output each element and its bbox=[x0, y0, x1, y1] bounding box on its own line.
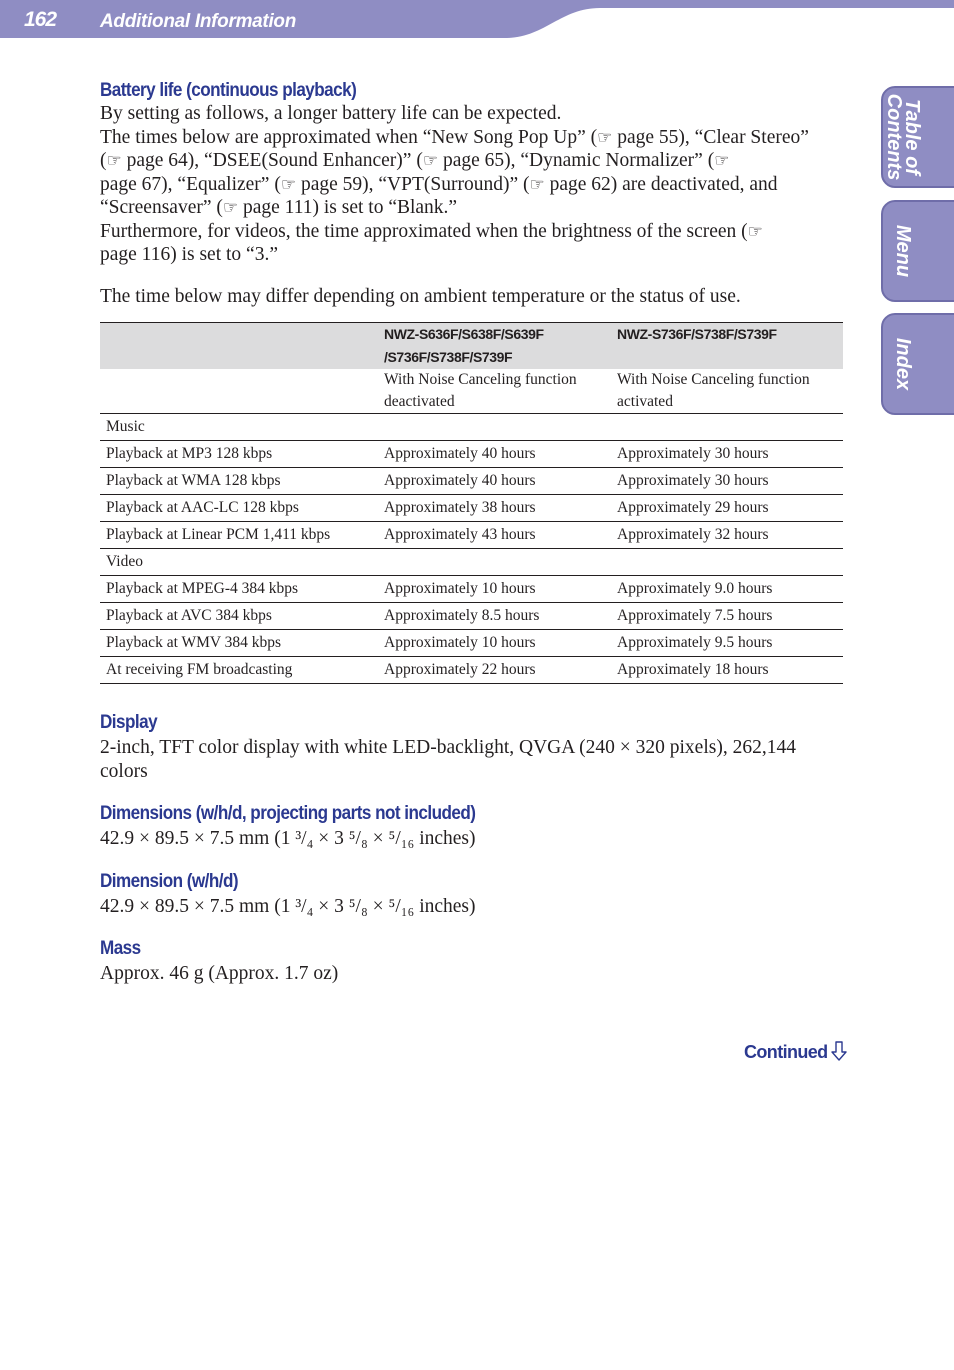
table-row bbox=[100, 468, 843, 495]
hand-pointer-icon: ☞ bbox=[222, 198, 239, 217]
mass-heading: Mass bbox=[100, 938, 141, 959]
display-text: 2-inch, TFT color display with white LED-backlight, QVGA (240 × 320 pixels), 262,144 colors bbox=[100, 737, 796, 782]
table-cell-item: Playback at AAC-LC 128 kbps bbox=[100, 495, 378, 522]
hand-pointer-icon: ☞ bbox=[597, 127, 613, 147]
table-cell-item: Playback at WMA 128 kbps bbox=[100, 468, 378, 495]
page-number: 162 bbox=[24, 8, 57, 31]
table-subheader-row: With Noise Canceling function deactivated With Noise Canceling function activated bbox=[100, 369, 843, 414]
hand-pointer-icon: ☞ bbox=[280, 174, 297, 194]
table-cell-item: Playback at MPEG-4 384 kbps bbox=[100, 576, 378, 603]
video-rows bbox=[100, 576, 843, 684]
battery-table bbox=[100, 322, 843, 684]
table-row bbox=[100, 495, 843, 522]
col2-header-line2: /S736F/S738F/S739F bbox=[384, 349, 513, 365]
battery-paragraph: The times below are approximated when “New Song Pop Up” (☞ page 55), “Clear Stereo” (☞ page 64), “DSEE(Sound Enhancer)” (☞ page 65), “Dynamic Normalizer” (☞ page 67), “Equalizer” (☞ page 59), “VPT(Surround)” (☞ page 62) are deactivated, and “Screensaver” (☞ page 111) is set to “Blank.” Furthermore, for videos, the time approximated when the brightness of the screen (☞ page 116) is set to “3.” bbox=[100, 126, 809, 265]
dimensions-section bbox=[100, 803, 842, 851]
dimensions-text: 42.9 × 89.5 × 7.5 mm (1 ³/₄ × 3 ⁵/₈ × ⁵/₁₆ inches) bbox=[100, 828, 476, 849]
table-cell-item: Playback at AVC 384 kbps bbox=[100, 603, 378, 630]
tab-menu[interactable] bbox=[881, 200, 954, 302]
table-cell-off: Approximately 8.5 hours bbox=[378, 603, 611, 630]
table-cell-off: Approximately 22 hours bbox=[378, 657, 611, 684]
continued-label: Continued bbox=[744, 1042, 828, 1062]
table-header-row bbox=[100, 323, 843, 370]
table-cell-off: Approximately 38 hours bbox=[378, 495, 611, 522]
battery-heading: Battery life (continuous playback) bbox=[100, 80, 357, 101]
table-group-video: Video bbox=[100, 549, 843, 576]
tab-table-of-contents[interactable] bbox=[881, 86, 954, 188]
hand-pointer-icon: ☞ bbox=[106, 151, 122, 170]
tab-index[interactable] bbox=[881, 313, 954, 415]
display-heading: Display bbox=[100, 712, 158, 733]
hand-pointer-icon: ☞ bbox=[422, 151, 439, 170]
table-cell-item: At receiving FM broadcasting bbox=[100, 657, 378, 684]
table-row bbox=[100, 630, 843, 657]
table-cell-off: Approximately 43 hours bbox=[378, 522, 611, 549]
table-cell-on: Approximately 18 hours bbox=[611, 657, 843, 684]
table-cell-on: Approximately 29 hours bbox=[611, 495, 843, 522]
page-header bbox=[0, 0, 954, 40]
mass-section bbox=[100, 938, 842, 986]
col2-header-line1: NWZ-S636F/S638F/S639F bbox=[384, 326, 544, 342]
dimension-heading: Dimension (w/h/d) bbox=[100, 870, 239, 892]
table-cell-on: Approximately 30 hours bbox=[611, 468, 843, 495]
dimension-text: 42.9 × 89.5 × 7.5 mm (1 ³/₄ × 3 ⁵/₈ × ⁵/₁₆ inches) bbox=[100, 895, 476, 917]
table-cell-off: Approximately 40 hours bbox=[378, 468, 611, 495]
mass-text: Approx. 46 g (Approx. 1.7 oz) bbox=[100, 963, 339, 984]
table-row bbox=[100, 576, 843, 603]
battery-intro: By setting as follows, a longer battery life can be expected. bbox=[100, 103, 562, 124]
main-content bbox=[100, 80, 842, 986]
table-cell-off: Approximately 10 hours bbox=[378, 576, 611, 603]
hand-pointer-icon: ☞ bbox=[747, 221, 763, 241]
table-cell-on: Approximately 9.5 hours bbox=[611, 630, 843, 657]
header-section-title: Additional Information bbox=[100, 11, 297, 32]
table-row bbox=[100, 657, 843, 684]
hand-pointer-icon: ☞ bbox=[714, 151, 730, 170]
table-cell-item: Playback at WMV 384 kbps bbox=[100, 630, 378, 657]
table-group-music: Music bbox=[100, 414, 843, 441]
tab-table-of-contents-label: Table of Contents bbox=[883, 93, 923, 181]
col3-header: NWZ-S736F/S738F/S739F bbox=[617, 326, 777, 342]
table-cell-item: Playback at MP3 128 kbps bbox=[100, 441, 378, 468]
display-section bbox=[100, 712, 842, 783]
dimensions-heading: Dimensions (w/h/d, projecting parts not included) bbox=[100, 803, 476, 824]
table-cell-on: Approximately 32 hours bbox=[611, 522, 843, 549]
table-row bbox=[100, 522, 843, 549]
table-row bbox=[100, 441, 843, 468]
table-cell-off: Approximately 40 hours bbox=[378, 441, 611, 468]
table-cell-on: Approximately 9.0 hours bbox=[611, 576, 843, 603]
hand-pointer-icon: ☞ bbox=[529, 174, 545, 194]
tab-index-label: Index bbox=[892, 337, 914, 391]
table-cell-off: Approximately 10 hours bbox=[378, 630, 611, 657]
battery-note: The time below may differ depending on ambient temperature or the status of use. bbox=[100, 285, 741, 307]
table-row bbox=[100, 603, 843, 630]
dimension-section bbox=[100, 871, 842, 919]
music-rows bbox=[100, 441, 843, 549]
tab-menu-label: Menu bbox=[892, 224, 914, 278]
continued-link[interactable] bbox=[744, 1041, 847, 1063]
table-cell-item: Playback at Linear PCM 1,411 kbps bbox=[100, 522, 378, 549]
down-arrow-icon bbox=[831, 1041, 847, 1061]
table-cell-on: Approximately 30 hours bbox=[611, 441, 843, 468]
table-cell-on: Approximately 7.5 hours bbox=[611, 603, 843, 630]
